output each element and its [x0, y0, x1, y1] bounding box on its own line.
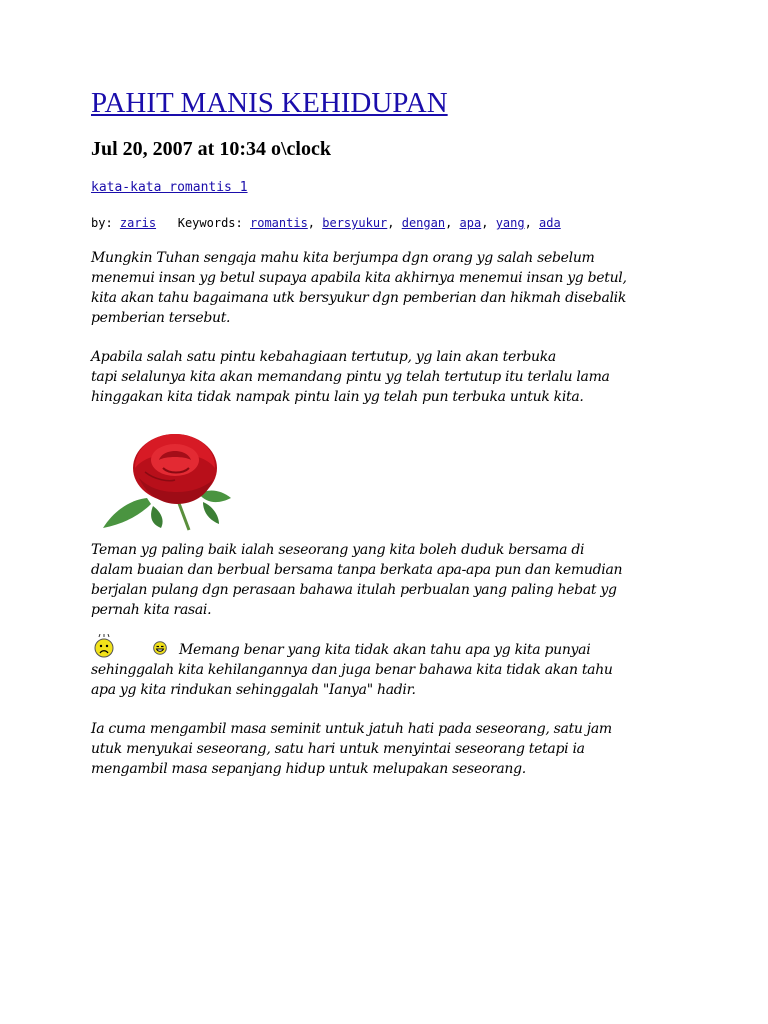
keyword-link-apa[interactable]: apa [459, 216, 482, 230]
paragraph-line: Memang benar yang kita tidak akan tahu apa yg kita punyai [179, 642, 591, 658]
keyword-link-yang[interactable]: yang [495, 216, 525, 230]
rose-petal [151, 444, 199, 476]
by-label: by: [91, 216, 113, 230]
post-date: Jul 20, 2007 at 10:34 o\clock [91, 138, 331, 160]
author-link[interactable]: zaris [119, 216, 157, 230]
paragraph-2 [91, 347, 691, 407]
paragraph-line: pernah kita rasai. [91, 602, 212, 618]
post-meta: by: zaris Keywords: romantis, bersyukur, dengan, apa, yang, ada [91, 216, 561, 230]
post-title-link[interactable]: kata-kata romantis 1 [91, 180, 248, 195]
rose-leaf [151, 506, 163, 528]
rose-leaf [103, 498, 151, 528]
page-title[interactable]: PAHIT MANIS KEHIDUPAN [91, 87, 448, 119]
paragraph-line: hinggakan kita tidak nampak pintu lain yg telah pun terbuka untuk kita. [91, 389, 584, 405]
paragraph-line: dalam buaian dan berbual bersama tanpa berkata apa-apa pun dan kemudian [91, 562, 623, 578]
paragraph-line: Ia cuma mengambil masa seminit untuk jatuh hati pada seseorang, satu jam [91, 721, 612, 737]
paragraph-line: Apabila salah satu pintu kebahagiaan tertutup, yg lain akan terbuka [91, 349, 556, 365]
keyword-link-romantis[interactable]: romantis [250, 216, 308, 230]
rose-leaf [203, 502, 219, 524]
paragraph-3 [91, 540, 691, 620]
keyword-link-dengan[interactable]: dengan [401, 216, 446, 230]
keyword-link-bersyukur[interactable]: bersyukur [322, 216, 388, 230]
paragraph-line: mengambil masa sepanjang hidup untuk melupakan seseorang. [91, 761, 526, 777]
paragraph-4 [91, 640, 691, 700]
paragraph-line: pemberian tersebut. [91, 310, 231, 326]
paragraph-line: sehinggalah kita kehilangannya dan juga benar bahawa kita tidak akan tahu [91, 662, 613, 678]
paragraph-1 [91, 248, 691, 328]
paragraph-line: berjalan pulang dgn perasaan bahawa itulah perbualan yang paling hebat yg [91, 582, 617, 598]
paragraph-line: kita akan tahu bagaimana utk bersyukur dgn pemberian dan hikmah disebalik [91, 290, 627, 306]
paragraph-line: Mungkin Tuhan sengaja mahu kita berjumpa dgn orang yg salah sebelum [91, 250, 595, 266]
paragraph-line: apa yg kita rindukan sehinggalah "Ianya" hadir. [91, 682, 416, 698]
paragraph-5 [91, 719, 691, 779]
paragraph-line: tapi selalunya kita akan memandang pintu yg telah tertutup itu terlalu lama [91, 369, 610, 385]
paragraph-line: Teman yg paling baik ialah seseorang yang kita boleh duduk bersama di [91, 542, 585, 558]
paragraph-line: menemui insan yg betul supaya apabila kita akhirnya menemui insan yg betul, [91, 270, 627, 286]
rose-image [99, 428, 234, 533]
paragraph-line: utuk menyukai seseorang, satu hari untuk menyintai seseorang tetapi ia [91, 741, 585, 757]
keyword-link-ada[interactable]: ada [539, 216, 561, 230]
keywords-label: Keywords: [177, 216, 243, 230]
